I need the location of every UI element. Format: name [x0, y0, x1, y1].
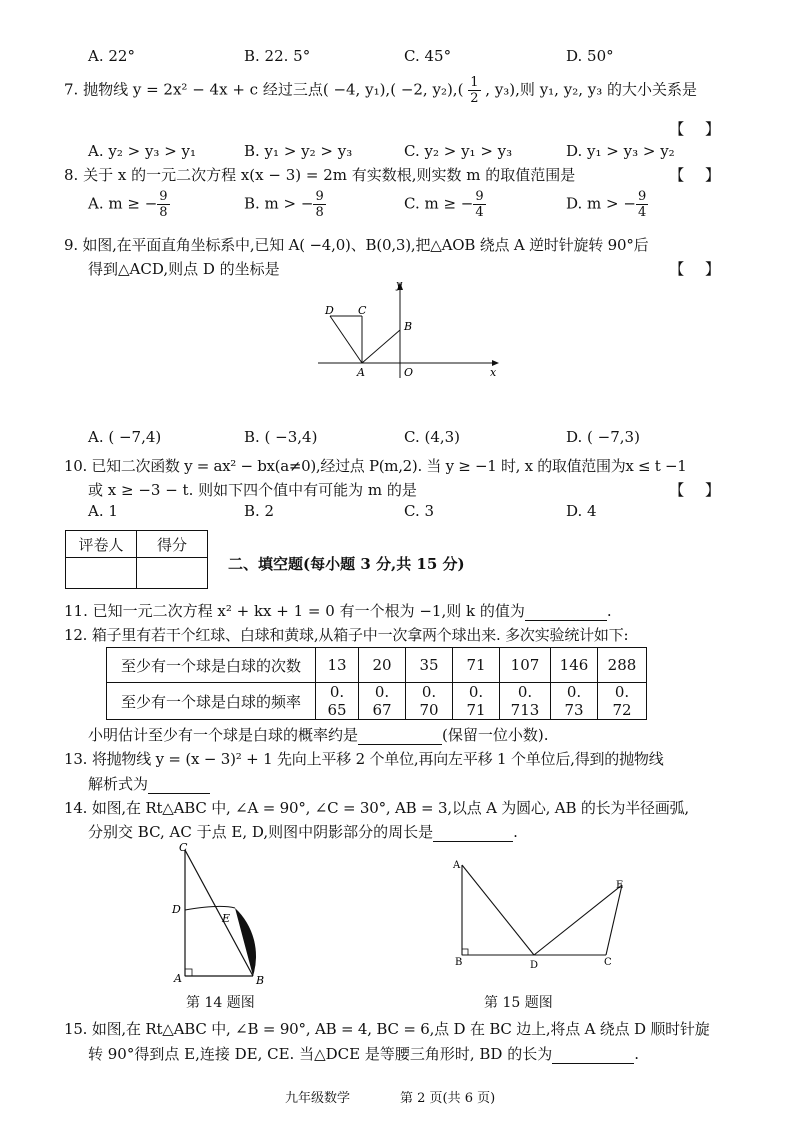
shaded-region — [235, 908, 256, 976]
q7-option-a: A. y₂ > y₃ > y₁ — [88, 142, 197, 160]
q9-option-b: B. ( −3,4) — [244, 428, 318, 446]
q9-option-c: C. (4,3) — [404, 428, 461, 446]
q7-stem: 7. 抛物线 y = 2x² − 4x + c 经过三点( −4, y₁),( −2, y₂),( $\frac{1}{2}$ , y₃),则 y₁, y₂, y₃ 的大小关系是 — [64, 75, 697, 106]
q10-option-b: B. 2 — [244, 502, 275, 520]
table-row: 至少有一个球是白球的次数 13 20 35 71 107 146 288 — [107, 648, 647, 683]
q7-fraction: $\frac{1}{2}$ — [470, 75, 479, 106]
q6-option-d: D. 50° — [566, 47, 614, 65]
label-b: B — [455, 957, 463, 968]
figure-14-caption: 第 14 题图 — [186, 995, 255, 1011]
q9-option-d: D. ( −7,3) — [566, 428, 640, 446]
q12-stem: 12. 箱子里有若干个红球、白球和黄球,从箱子中一次拿两个球出来. 多次实验统计如下: — [64, 626, 629, 644]
segment-da — [330, 316, 362, 363]
label-e: E — [616, 880, 624, 891]
q13-stem-line2: 解析式为 — [88, 773, 210, 794]
reviewer-cell — [66, 558, 137, 589]
q6-option-c: C. 45° — [404, 47, 452, 65]
figure-14 — [168, 840, 278, 990]
q10-stem-line2: 或 x ≥ −3 − t. 则如下四个值中有可能为 m 的是 — [88, 481, 417, 499]
q10-option-d: D. 4 — [566, 502, 597, 520]
q8-option-a: A. m ≥ − $\frac{9}{8}$ — [88, 189, 168, 220]
label-d: D — [172, 903, 181, 916]
q8-option-b: B. m > − $\frac{9}{8}$ — [244, 189, 324, 220]
q10-stem-line1: 10. 已知二次函数 y = ax² − bx(a≠0),经过点 P(m,2). 当 y ≥ −1 时, x 的取值范围为x ≤ t −1 — [64, 457, 687, 475]
q9-stem-line2: 得到△ACD,则点 D 的坐标是 — [88, 260, 280, 278]
segment-ad — [462, 865, 534, 955]
label-d: D — [325, 304, 334, 317]
q10-option-c: C. 3 — [404, 502, 435, 520]
grading-box — [65, 530, 208, 589]
reviewer-label: 评卷人 — [66, 531, 137, 558]
q12-stats-table — [106, 647, 647, 720]
q10-answer-bracket: 【 】 — [669, 481, 728, 499]
q14-stem-line1: 14. 如图,在 Rt△ABC 中, ∠A = 90°, ∠C = 30°, AB = 3,以点 A 为圆心, AB 的长为半径画弧, — [64, 799, 690, 817]
table-row: 至少有一个球是白球的频率 0. 65 0. 67 0. 70 0. 71 0. 713 0. 73 0. 72 — [107, 683, 647, 720]
label-c: C — [358, 304, 367, 317]
label-o: O — [404, 366, 414, 379]
right-angle-mark — [185, 969, 192, 976]
label-x: x — [490, 366, 497, 379]
arc-de — [185, 906, 235, 910]
q6-option-b: B. 22. 5° — [244, 47, 311, 65]
label-a: A — [174, 972, 182, 985]
score-label: 得分 — [137, 531, 208, 558]
q14-stem-line2: 分别交 BC, AC 于点 E, D,则图中阴影部分的周长是 . — [88, 823, 518, 841]
q15-stem-line1: 15. 如图,在 Rt△ABC 中, ∠B = 90°, AB = 4, BC = 6,点 D 在 BC 边上,将点 A 绕点 D 顺时针旋 — [64, 1020, 710, 1038]
q8-option-c: C. m ≥ − $\frac{9}{4}$ — [404, 189, 484, 220]
q7-option-b: B. y₁ > y₂ > y₃ — [244, 142, 353, 160]
q15-stem-line2: 转 90°得到点 E,连接 DE, CE. 当△DCE 是等腰三角形时, BD 的长为 . — [88, 1045, 639, 1063]
q7-answer-bracket: 【 】 — [669, 120, 728, 138]
q8-stem: 8. 关于 x 的一元二次方程 x(x − 3) = 2m 有实数根,则实数 m 的取值范围是 — [64, 166, 576, 184]
q14-answer-blank — [433, 823, 513, 842]
figure-15 — [448, 852, 638, 977]
q7-option-d: D. y₁ > y₃ > y₂ — [566, 142, 675, 160]
q8-answer-bracket: 【 】 — [669, 166, 728, 184]
q11-answer-blank — [525, 602, 607, 621]
q8-option-d: D. m > − $\frac{9}{4}$ — [566, 189, 647, 220]
q12-followup: 小明估计至少有一个球是白球的概率约是 (保留一位小数). — [88, 726, 549, 744]
q9-answer-bracket: 【 】 — [669, 260, 728, 278]
q12-answer-blank — [358, 726, 442, 745]
label-c: C — [604, 957, 612, 968]
footer-page: 第 2 页(共 6 页) — [400, 1091, 496, 1106]
q7-option-c: C. y₂ > y₁ > y₃ — [404, 142, 513, 160]
figure-15-caption: 第 15 题图 — [484, 995, 553, 1011]
q9-option-a: A. ( −7,4) — [88, 428, 162, 446]
q11: 11. 已知一元二次方程 x² + kx + 1 = 0 有一个根为 −1,则 k 的值为 . — [64, 602, 612, 620]
section-2-title: 二、填空题(每小题 3 分,共 15 分) — [228, 555, 465, 573]
side-cb — [185, 850, 253, 976]
q13-stem-line1: 13. 将抛物线 y = (x − 3)² + 1 先向上平移 2 个单位,再向左平移 1 个单位后,得到的抛物线 — [64, 750, 664, 768]
q10-option-a: A. 1 — [88, 502, 118, 520]
label-e: E — [222, 912, 231, 925]
score-cell — [137, 558, 208, 589]
label-a: A — [453, 860, 461, 871]
segment-ab — [362, 330, 400, 363]
q9-stem-line1: 9. 如图,在平面直角坐标系中,已知 A( −4,0)、B(0,3),把△AOB 绕点 A 逆时针旋转 90°后 — [64, 236, 649, 254]
label-a: A — [357, 366, 365, 379]
q9-figure — [310, 278, 510, 383]
q15-answer-blank — [552, 1045, 634, 1064]
label-b: B — [404, 320, 413, 333]
q6-option-a: A. 22° — [88, 47, 135, 65]
label-d: D — [530, 960, 539, 971]
right-angle-mark — [462, 949, 468, 955]
label-b: B — [256, 974, 265, 987]
q13-answer-blank — [148, 775, 210, 794]
label-y: y — [396, 278, 403, 291]
footer-subject: 九年级数学 — [285, 1091, 351, 1106]
label-c: C — [179, 841, 188, 854]
